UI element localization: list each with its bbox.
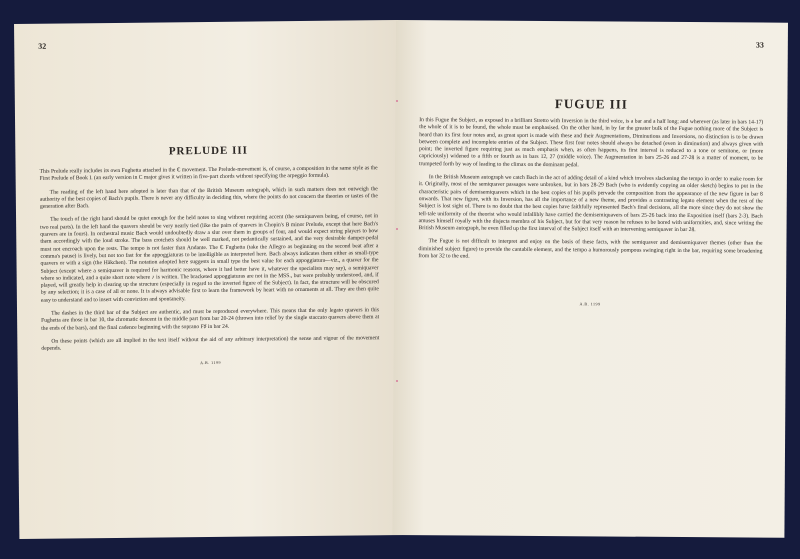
fugue-title: FUGUE III <box>554 96 628 112</box>
left-page <box>14 20 403 539</box>
binding-thread-mark <box>396 228 398 230</box>
paragraph: The dashes in the third bar of the Subject are authentic, and must be reproduced everywhere. This means that the only legato quavers in this Fughetta are those in bar 10, the chromatic descent in the middle part from bar 20-24 (thrown into relief by the single staccato quavers above them at the ends of the bars), and the final cadence beginning with the soprano F♯ in bar 24. <box>41 307 380 332</box>
paragraph: In the British Museum autograph we catch Bach in the act of adding detail of a kind which involves slackening the tempo in order to make room for it. Originally, most of the semiquaver passages were unbroken, but in bars 28-29 Bach (who is evidently copying an older sketch) begins to put in the characteristic pairs of demisemiquavers which in the best copies of his pupils pervade the composition from the appearance of the new figure in bar 8 onwards. That new figure, with its Inversion, has all the importance of a new theme, and provides a contrasting legato element when the rest of the Subject is lost sight of. There is no doubt that the best copies have faithfully represented Bach's final decisions, all the more since they do not show the tell-tale uniformity of the theorist who would infallibly have carried the demisemiquavers of bars 25-26 back into the Exposition itself (bars 2-3). Bach amuses himself royally with the disjecta membra of his Subject, but for that very reason he refuses to be bored with uniformities, and, since writing the British Museum autograph, he even filled up the first interval of the Subject itself with an intervening semiquaver in bar 28. <box>418 174 763 234</box>
prelude-title: PRELUDE III <box>168 144 249 158</box>
paragraph: The reading of the left hand here adopted is later than that of the British Museum autograph, which in such matters does not outweigh the authority of the best copies of Bach's pupils. There is never any difficulty in deciding this, where the points do not concern the theories or tastes of the generation after Bach. <box>39 185 378 210</box>
left-imprint: A.B. 1199 <box>200 359 222 365</box>
right-page-body <box>418 117 763 263</box>
left-page-body <box>40 165 380 353</box>
binding-thread-mark <box>396 380 398 382</box>
right-page-number: 33 <box>755 40 764 50</box>
right-imprint: A.B. 1199 <box>579 301 601 307</box>
paragraph: In this Fugue the Subject, as exposed in a brilliant Stretto with Inversion in the third voice, is a bar and a half long; and wherever (as later in bars 14-17) the whole of it is to be found, the whole must be emphasised. On the other hand, in by far the greater bulk of the Fugue nothing more of the Subject is heard than its first four notes and, as great sport is made with these and their Augmentations, Diminutions and Inversions, no distinction is to be drawn between complete and incomplete entries of the Subject. These first four notes should always be detached (even in diminution) and always given with point; the inverted figure requiring just as much emphasis when, as often happens, its first interval is reduced to a tone or semitone, or (more capriciously) widened to a fifth or fourth as in bars 12, 27 (middle voice). The Augmentation in bars 25-26 and 27-28 is a matter of moment, to be trumpeted forth by way of leading to the climax on the dominant pedal. <box>418 117 764 169</box>
paragraph: This Prelude really includes its own Fughetta attached in the ₵ movement. The Prelude-movement is, of course, a composition in the same style as the First Prelude of Book I. (an early version in C major gives it written in five-part chords without specifying the arpeggio formula). <box>39 165 378 183</box>
left-page-number: 32 <box>38 41 47 51</box>
binding-thread-mark <box>396 100 398 102</box>
paragraph: The Fugue is not difficult to interpret and enjoy on the basis of these facts, with the semiquaver and demisemiquaver themes (other than the diminished subject figure) to provide the cantabile element, and the tempo a humorously pompous swinging right in the bar, requiring some broadening from bar 32 to the end. <box>418 238 763 260</box>
paragraph: The touch of the right hand should be quiet enough for the held notes to sing without requiring accent (the semiquavers being, of course, not in two real parts). In the left hand the quavers should be very nearly tied (like the pairs of quavers in Chopin's B minor Prelude, except that here Bach's quavers are in fours). In orchestral music Bach would undoubtedly draw a slur over them in groups of four, and would expect string players to bow them accordingly with the loud stroke. The bass crotchets should be well marked, not pedantically sustained, and the very desirable damper-pedal must not encroach upon the rests. The tempo is not faster than Andante. The ₵ Fughetta (take the Allegro as beginning on the second beat after a comma's pause) is lively, but not too fast for the appoggiaturas to be intelligible as interpreted here. Bach always indicates them either as small-type quavers or with a sign (the Häkchen). The notation adopted here suggests in small type the best value for each appoggiatura—viz., a quaver for the Subject (except where a semiquaver is required for harmonic reasons, where it had better have it, whatever the specialists may say), a semiquaver where so indicated, and a quite short note where ♪ is written. The bracketed appoggiaturas are not in the MSS., but were probably understood, and, if played, will greatly help in clearing up the structure (especially in regard to the inverted figure of the Subject). In fact, the structure will be obscured by any selection; it is a case of all or none. It is always advisable first to learn the framework by heart with no ornaments at all. They are then quite easy to understand and to insert with conviction and spontaneity. <box>40 213 379 304</box>
paragraph: On these points (which are all implied in the text itself without the aid of any arbitrary interpretation) the sense and vigour of the movement depends. <box>41 335 380 352</box>
right-page <box>392 20 788 538</box>
